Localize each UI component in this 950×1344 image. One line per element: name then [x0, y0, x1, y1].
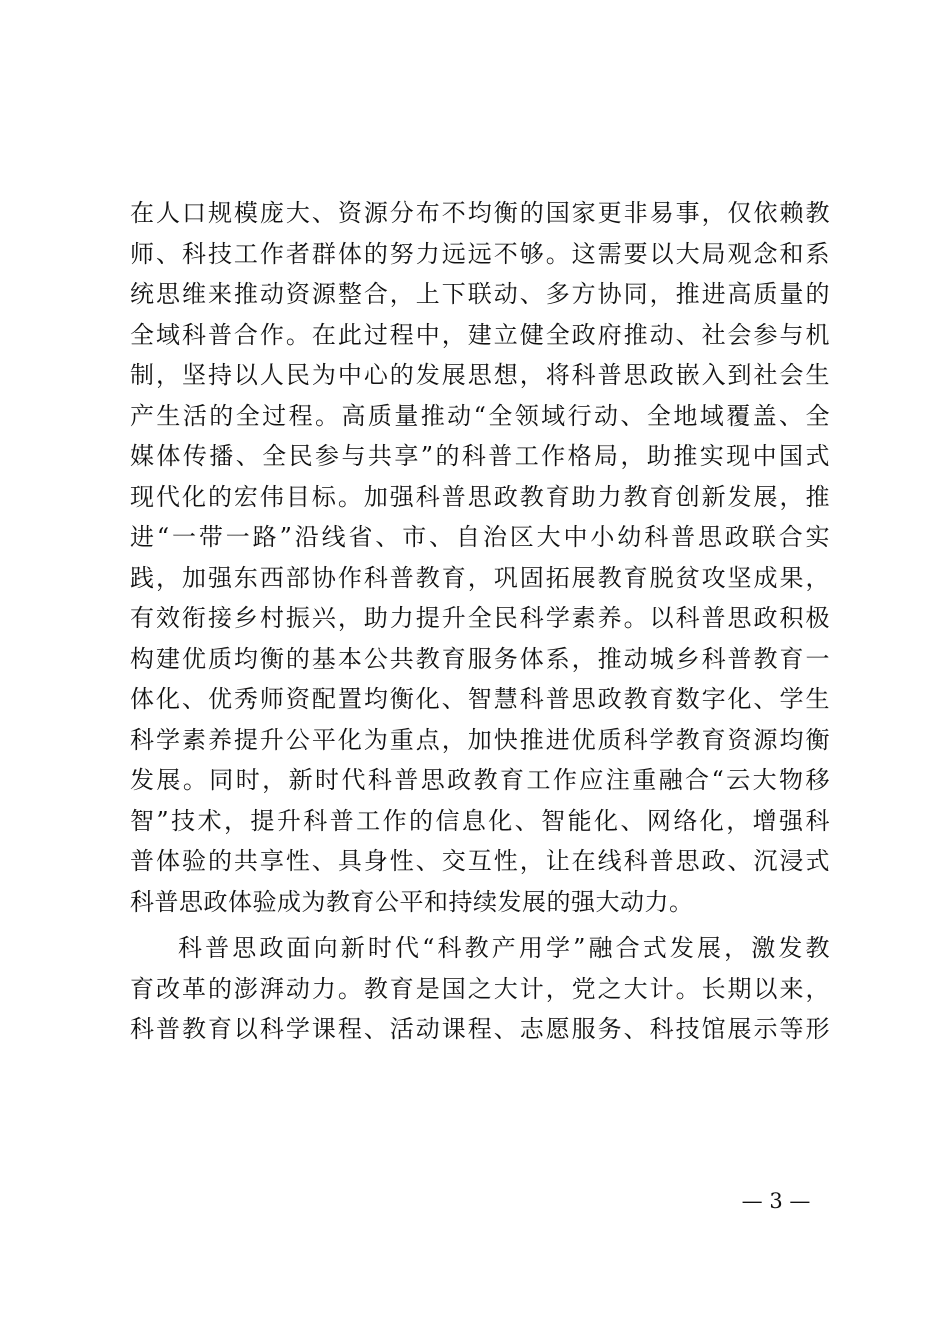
paragraph-line: 发展。同时，新时代科普思政教育工作应注重融合“云大物移: [130, 766, 830, 794]
paragraph-line: 体化、优秀师资配置均衡化、智慧科普思政教育数字化、学生: [130, 685, 830, 713]
paragraph-line: 师、科技工作者群体的努力远远不够。这需要以大局观念和系: [130, 239, 830, 268]
paragraph-line: 普体验的共享性、具身性、交互性，让在线科普思政、沉浸式: [130, 847, 830, 875]
paragraph-line: 科普思政面向新时代“科教产用学”融合式发展，激发教: [178, 934, 830, 962]
paragraph-line: 全域科普合作。在此过程中，建立健全政府推动、社会参与机: [130, 320, 830, 349]
paragraph-line: 科普思政体验成为教育公平和持续发展的强大动力。: [130, 887, 694, 916]
paragraph-line: 践，加强东西部协作科普教育，巩固拓展教育脱贫攻坚成果，: [130, 563, 830, 592]
paragraph-line: 育改革的澎湃动力。教育是国之大计，党之大计。长期以来，: [130, 974, 830, 1003]
paragraph-line: 构建优质均衡的基本公共教育服务体系，推动城乡科普教育一: [130, 644, 830, 673]
paragraph-line: 在人口规模庞大、资源分布不均衡的国家更非易事，仅依赖教: [130, 199, 830, 227]
paragraph-line: 科普教育以科学课程、活动课程、志愿服务、科技馆展示等形: [130, 1015, 830, 1043]
paragraph-line: 智”技术，提升科普工作的信息化、智能化、网络化，增强科: [130, 806, 830, 835]
paragraph-line: 有效衔接乡村振兴，助力提升全民科学素养。以科普思政积极: [130, 604, 830, 632]
paragraph-line: 现代化的宏伟目标。加强科普思政教育助力教育创新发展，推: [130, 482, 830, 511]
paragraph-2: [130, 928, 830, 1050]
paragraph-line: 统思维来推动资源整合，上下联动、多方协同，推进高质量的: [130, 280, 830, 308]
body-text: [130, 193, 830, 1050]
paragraph-line: 进“一带一路”沿线省、市、自治区大中小幼科普思政联合实: [130, 523, 830, 551]
page-number: — 3 —: [741, 1189, 811, 1213]
paragraph-1: [130, 193, 830, 922]
paragraph-line: 产生活的全过程。高质量推动“全领域行动、全地域覆盖、全: [130, 401, 830, 430]
paragraph-line: 媒体传播、全民参与共享”的科普工作格局，助推实现中国式: [130, 442, 830, 470]
paragraph-line: 科学素养提升公平化为重点，加快推进优质科学教育资源均衡: [130, 725, 830, 754]
paragraph-line: 制，坚持以人民为中心的发展思想，将科普思政嵌入到社会生: [130, 361, 830, 389]
